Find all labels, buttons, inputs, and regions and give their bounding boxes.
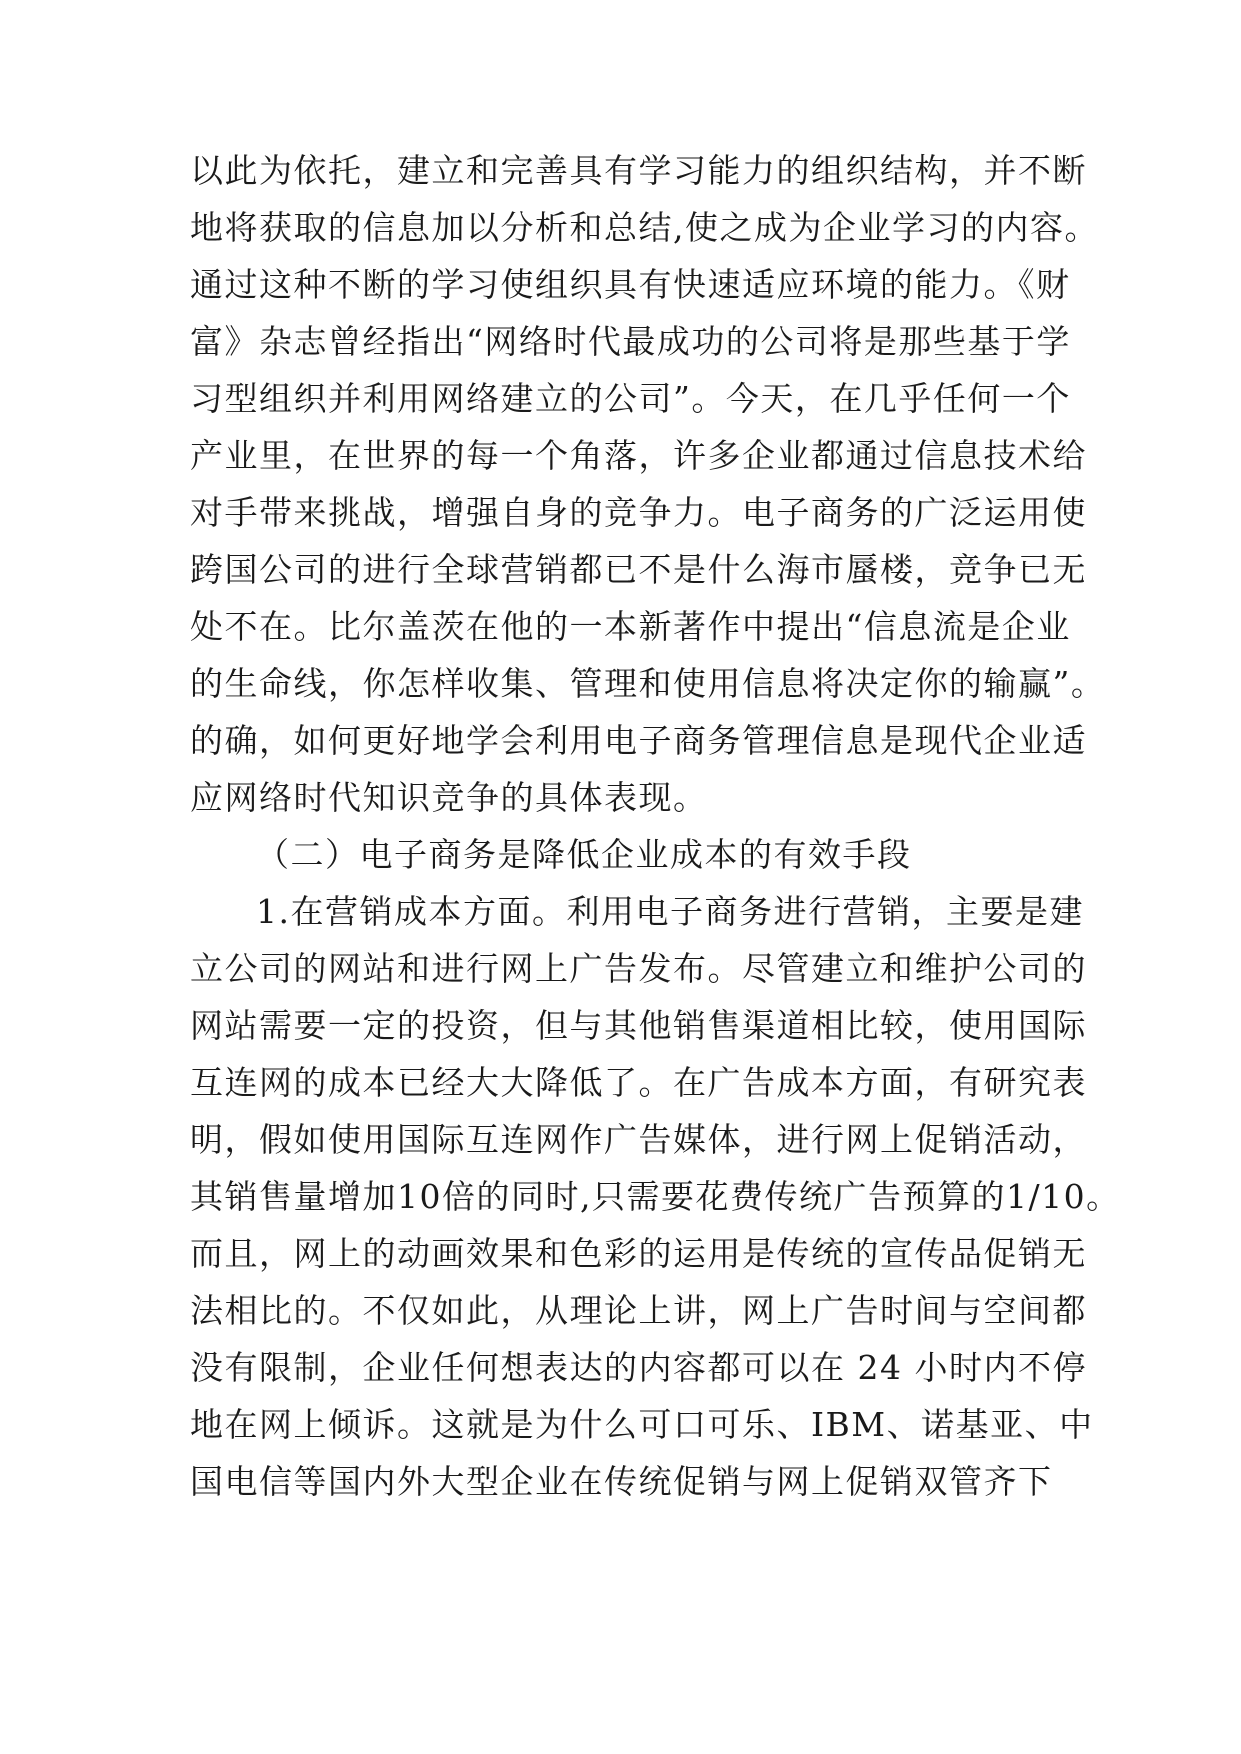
text-line: 的生命线，你怎样收集、管理和使用信息将决定你的输赢”。 xyxy=(190,664,1106,703)
text-line: 网站需要一定的投资，但与其他销售渠道相比较，使用国际 xyxy=(190,1006,1087,1045)
text-line: 通过这种不断的学习使组织具有快速适应环境的能力。《财 xyxy=(190,265,1071,304)
text-line: 互连网的成本已经大大降低了。在广告成本方面，有研究表 xyxy=(190,1063,1087,1102)
paragraph-start-line: （二）电子商务是降低企业成本的有效手段 xyxy=(256,835,912,874)
text-line: 地在网上倾诉。这就是为什么可口可乐、IBM、诺基亚、中 xyxy=(190,1405,1094,1444)
text-line: 国电信等国内外大型企业在传统促销与网上促销双管齐下 xyxy=(190,1462,1053,1501)
text-line: 法相比的。不仅如此，从理论上讲，网上广告时间与空间都 xyxy=(190,1291,1087,1330)
text-line: 地将获取的信息加以分析和总结,使之成为企业学习的内容。 xyxy=(190,208,1099,247)
text-line: 应网络时代知识竞争的具体表现。 xyxy=(190,778,708,817)
text-line: 没有限制，企业任何想表达的内容都可以在 24 小时内不停 xyxy=(190,1348,1087,1387)
text-line: 富》杂志曾经指出“网络时代最成功的公司将是那些基于学 xyxy=(190,322,1071,361)
text-line: 跨国公司的进行全球营销都已不是什么海市蜃楼，竞争已无 xyxy=(190,550,1087,589)
text-line: 其销售量增加10倍的同时,只需要花费传统广告预算的1/10。 xyxy=(190,1177,1121,1216)
text-line: 对手带来挑战，增强自身的竞争力。电子商务的广泛运用使 xyxy=(190,493,1087,532)
text-line: 产业里，在世界的每一个角落，许多企业都通过信息技术给 xyxy=(190,436,1087,475)
text-line: 处不在。比尔盖茨在他的一本新著作中提出“信息流是企业 xyxy=(190,607,1071,646)
paragraph-start-line: 1.在营销成本方面。利用电子商务进行营销，主要是建 xyxy=(256,892,1084,931)
text-line: 明，假如使用国际互连网作广告媒体，进行网上促销活动， xyxy=(190,1120,1087,1159)
text-line: 习型组织并利用网络建立的公司”。今天，在几乎任何一个 xyxy=(190,379,1071,418)
text-line: 而且，网上的动画效果和色彩的运用是传统的宣传品促销无 xyxy=(190,1234,1087,1273)
text-line: 立公司的网站和进行网上广告发布。尽管建立和维护公司的 xyxy=(190,949,1087,988)
body-text xyxy=(190,142,1121,1510)
text-line: 以此为依托，建立和完善具有学习能力的组织结构，并不断 xyxy=(190,151,1087,190)
text-line: 的确，如何更好地学会利用电子商务管理信息是现代企业适 xyxy=(190,721,1087,760)
